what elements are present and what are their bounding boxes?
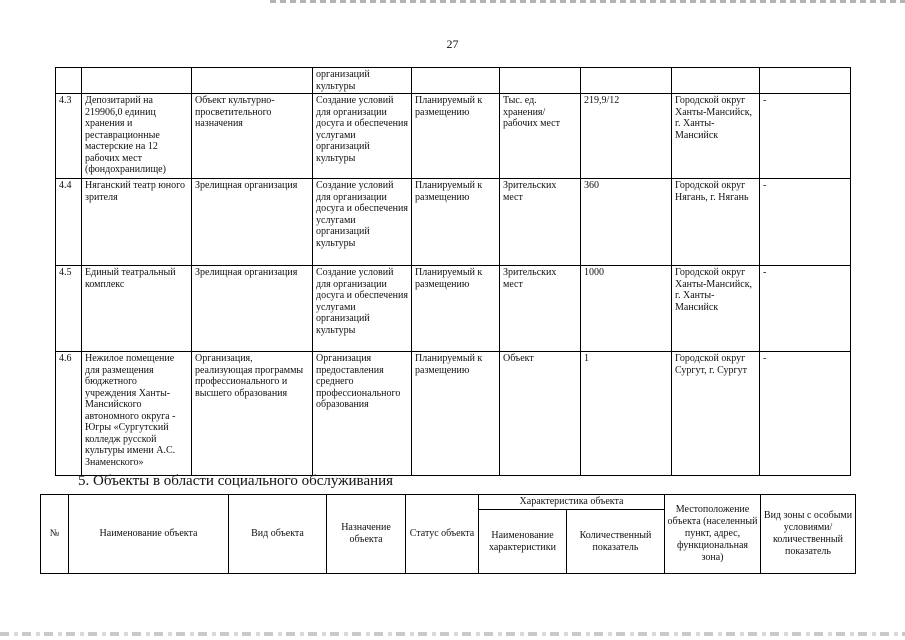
cell-characteristic-value: 360 [581, 179, 672, 266]
header-characteristic-name: Наименование характеристики [479, 510, 567, 574]
cell-number: 4.4 [56, 179, 82, 266]
cell-characteristic-name: Объект [500, 352, 581, 476]
cell-purpose: Создание условий для организации досуга и обеспечения услугами организаций культуры [313, 266, 412, 352]
scan-artifact-top [270, 0, 905, 3]
table-row-continued [56, 68, 851, 94]
table-row [56, 94, 851, 179]
cell-number: 4.6 [56, 352, 82, 476]
header-characteristic-group: Характеристика объекта [479, 495, 665, 510]
cell-status: Планируемый к размещению [412, 266, 500, 352]
cell-location: Городской округ Нягань, г. Нягань [672, 179, 760, 266]
cell-zone: - [760, 94, 851, 179]
cell-name: Няганский театр юного зрителя [82, 179, 192, 266]
cell-type: Организация, реализующая программы профессионального и высшего образования [192, 352, 313, 476]
cell-characteristic-value: 1 [581, 352, 672, 476]
page-number: 27 [446, 37, 459, 51]
scan-artifact-bottom [0, 632, 905, 636]
header-number: № [41, 495, 69, 574]
cell-location: Городской округ Ханты-Мансийск, г. Ханты-Мансийск [672, 94, 760, 179]
cell-purpose: Создание условий для организации досуга и обеспечения услугами организаций культуры [313, 179, 412, 266]
header-zone: Вид зоны с особыми условиями/ количественный показатель [761, 495, 856, 574]
cell-location: Городской округ Сургут, г. Сургут [672, 352, 760, 476]
header-name: Наименование объекта [69, 495, 229, 574]
objects-table-culture [55, 67, 851, 476]
header-status: Статус объекта [406, 495, 479, 574]
cell-type: Зрелищная организация [192, 179, 313, 266]
cell-status: Планируемый к размещению [412, 179, 500, 266]
section-title: 5. Объекты в области социального обслуживания [78, 473, 394, 489]
cell-purpose: Организация предоставления среднего профессионального образования [313, 352, 412, 476]
cell-name: Единый театральный комплекс [82, 266, 192, 352]
cell-characteristic-name: Зрительских мест [500, 179, 581, 266]
cell-number: 4.5 [56, 266, 82, 352]
cell-number: 4.3 [56, 94, 82, 179]
cell-status: Планируемый к размещению [412, 94, 500, 179]
cell-location: Городской округ Ханты-Мансийск, г. Ханты-Мансийск [672, 266, 760, 352]
cell-name: Депозитарий на 219906,0 единиц хранения и реставрационные мастерские на 12 рабочих мест (фондохранилище) [82, 94, 192, 179]
cell-characteristic-value: 1000 [581, 266, 672, 352]
table-row [56, 352, 851, 476]
header-purpose: Назначение объекта [327, 495, 406, 574]
cell-purpose: организаций культуры [313, 68, 412, 94]
cell-type: Зрелищная организация [192, 266, 313, 352]
table-row [56, 179, 851, 266]
cell-zone: - [760, 179, 851, 266]
objects-table-social-header [40, 494, 856, 574]
cell-characteristic-name: Зрительских мест [500, 266, 581, 352]
cell-characteristic-value: 219,9/12 [581, 94, 672, 179]
header-location: Местоположение объекта (населенный пункт, адрес, функциональная зона) [665, 495, 761, 574]
cell-type: Объект культурно-просветительного назначения [192, 94, 313, 179]
header-characteristic-value: Количественный показатель [567, 510, 665, 574]
cell-purpose: Создание условий для организации досуга и обеспечения услугами организаций культуры [313, 94, 412, 179]
header-type: Вид объекта [229, 495, 327, 574]
cell-status: Планируемый к размещению [412, 352, 500, 476]
cell-name: Нежилое помещение для размещения бюджетного учреждения Ханты-Мансийского автономного округа - Югры «Сургутский колледж русской культуры имени А.С. Знаменского» [82, 352, 192, 476]
cell-zone: - [760, 266, 851, 352]
cell-zone: - [760, 352, 851, 476]
cell-characteristic-name: Тыс. ед. хранения/ рабочих мест [500, 94, 581, 179]
table-row [56, 266, 851, 352]
